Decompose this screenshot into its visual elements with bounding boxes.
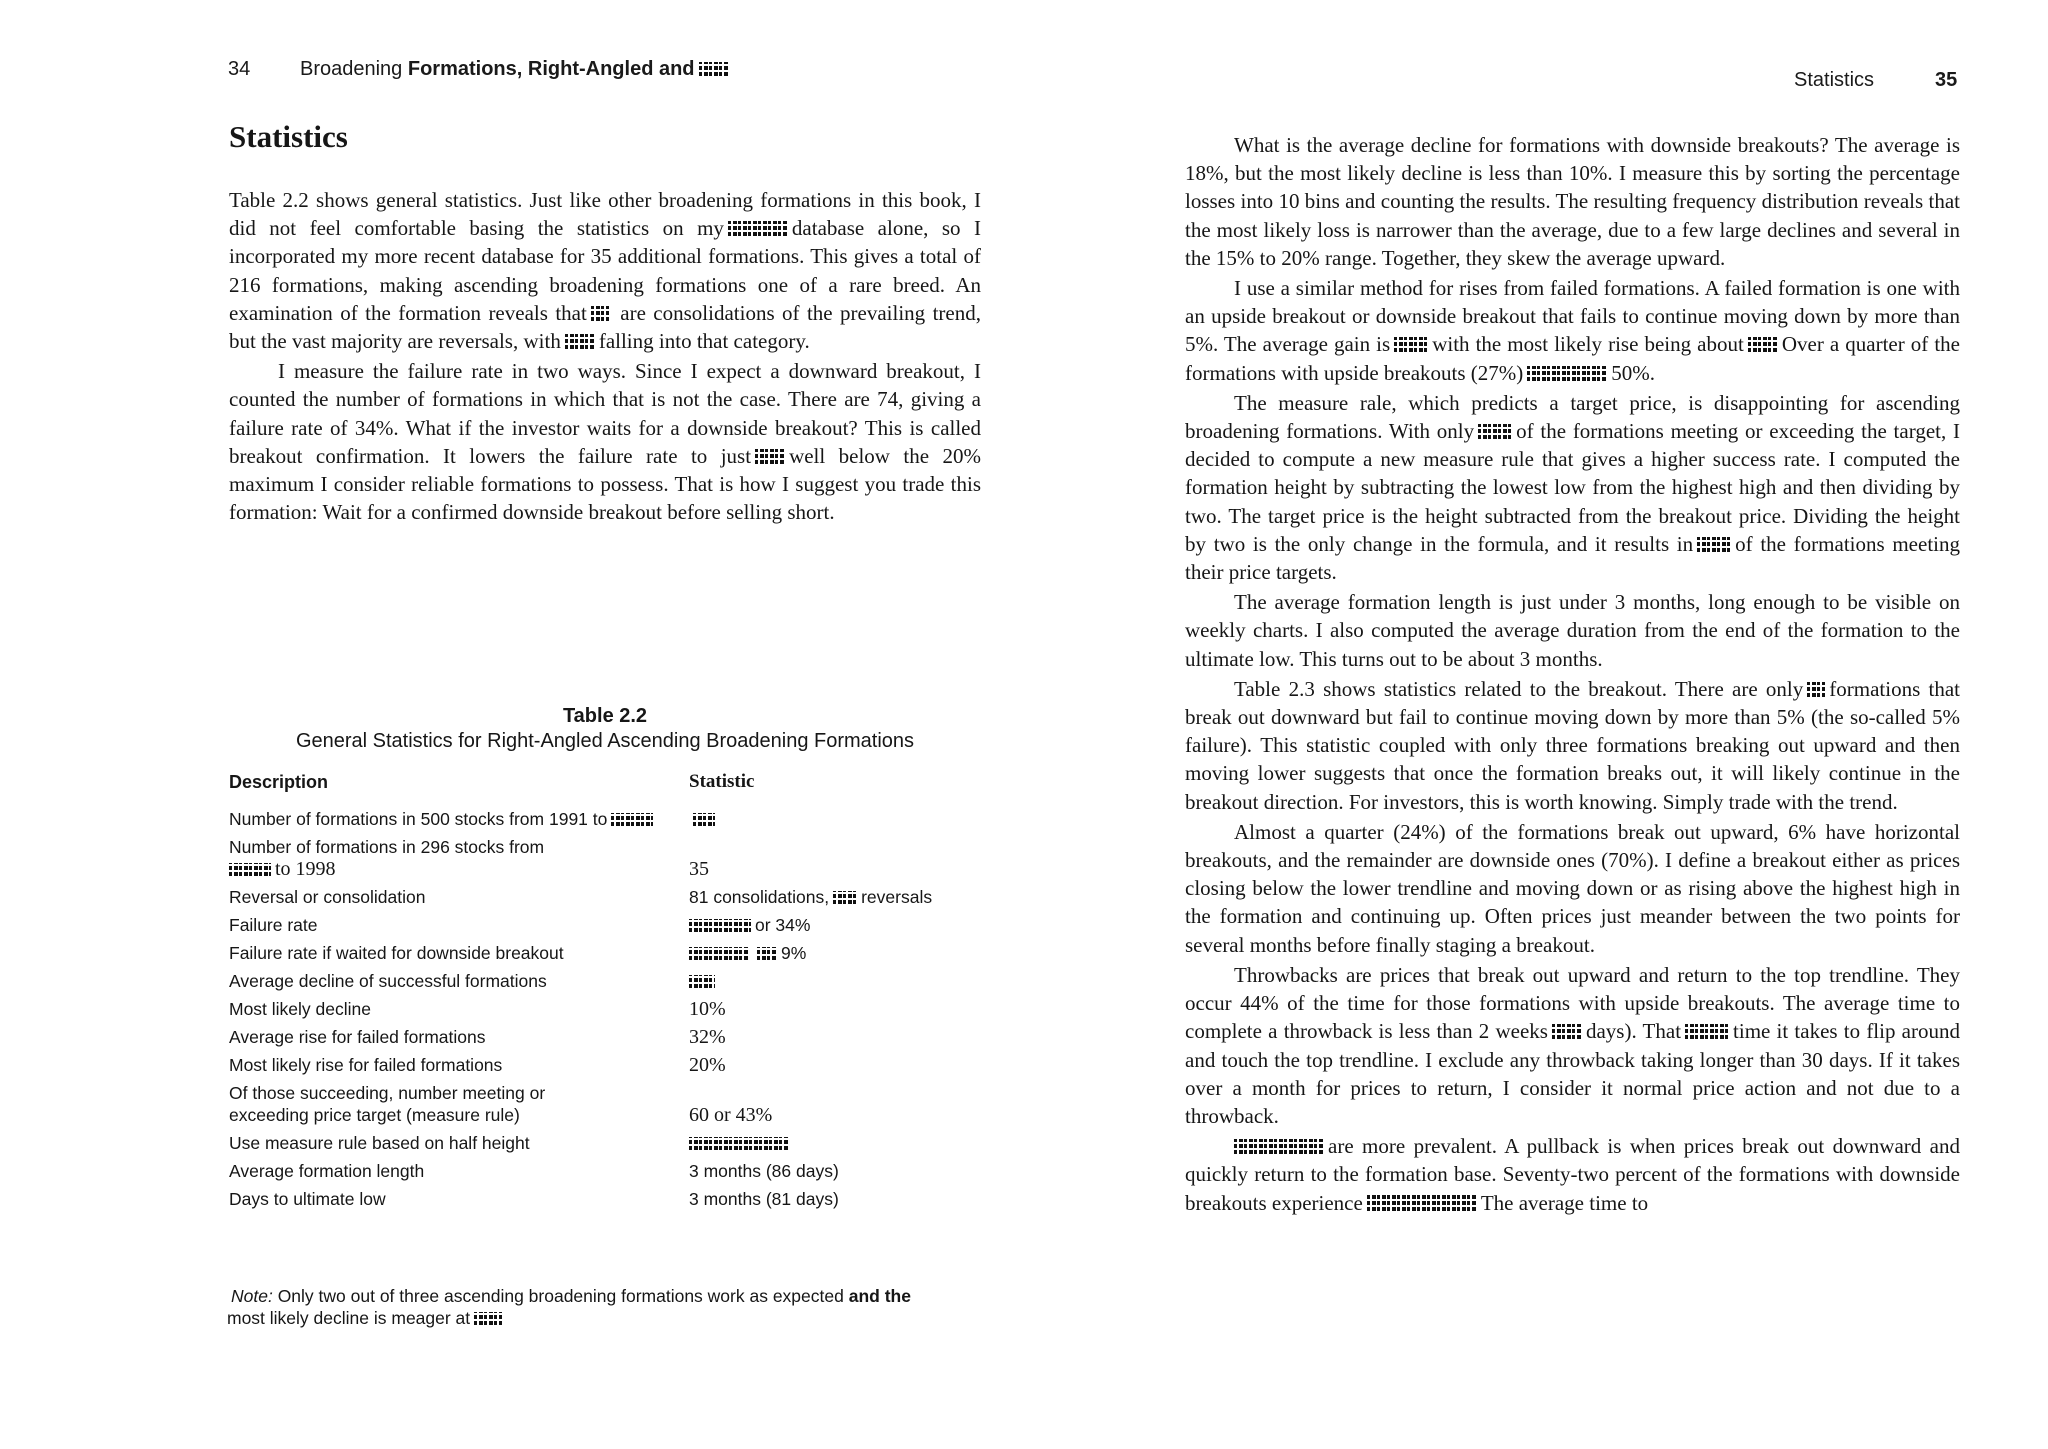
statistics-table (229, 771, 989, 1213)
table-row (229, 1157, 989, 1185)
table-cell: or 34% (689, 911, 989, 939)
table-cell: Number of formations in 296 stocks from to 1998 (229, 837, 545, 880)
table-cell: Most likely decline (229, 999, 371, 1019)
table-cell: Most likely rise for failed formations (229, 1055, 503, 1075)
table-cell: Reversal or consolidation (229, 887, 426, 907)
table-note: Note: Only two out of three ascending broadening formations work as expected and the most likely decline is meager at (227, 1286, 911, 1328)
running-title-bold: Formations, Right-Angled and (407, 58, 695, 80)
table-cell: 10% (689, 998, 726, 1020)
column-header-statistic: Statistic (689, 771, 755, 792)
table-row (229, 1051, 989, 1079)
garbled-glyph (689, 1137, 789, 1150)
garbled-glyph (693, 813, 715, 826)
table-cell: Of those succeeding, number meeting or exceeding price target (measure rule) (229, 1083, 546, 1125)
page-number: 34 (228, 58, 251, 80)
garbled-glyph (1748, 337, 1778, 352)
paragraph: I measure the failure rate in two ways. Since I expect a downward breakout, I counted the number of formations in which that is not the case. There are 74, giving a failure rate of 34%. What if the investor waits for a downside breakout? This is called breakout confirmation. It lowers the failure rate to just well below the 20% maximum I consider reliable formations to possess. That is how I suggest you trade this formation: Wait for a confirmed downside breakout before selling short. (229, 359, 981, 525)
table-cell: Average decline of successful formations (229, 971, 547, 991)
garbled-glyph (591, 306, 609, 321)
garbled-glyph (1685, 1024, 1729, 1039)
table-number: Table 2.2 (562, 705, 648, 727)
table-cell: 20% (689, 1054, 726, 1076)
table-row (229, 1079, 989, 1129)
garbled-glyph (728, 221, 788, 236)
garbled-glyph (565, 334, 595, 349)
section-heading: Statistics (229, 119, 348, 154)
column-header-description: Description (229, 771, 329, 792)
garbled-glyph (757, 947, 777, 960)
table-row (229, 1185, 989, 1213)
garbled-glyph (1697, 537, 1731, 552)
table-cell: Number of formations in 500 stocks from 1991 to (229, 805, 689, 833)
table-cell: Failure rate (229, 915, 318, 935)
garbled-glyph (755, 449, 785, 464)
garbled-glyph (1394, 337, 1428, 352)
garbled-glyph (1478, 424, 1512, 439)
garbled-glyph (474, 1312, 502, 1325)
right-body-text (1185, 131, 1960, 1219)
table-cell (689, 967, 989, 995)
table-title: General Statistics for Right-Angled Ascending Broadening Formations (295, 730, 915, 752)
paragraph: Throwbacks are prices that break out upward and return to the top trendline. They occur 44% of the time for those formations with upside breakouts. The average time to complete a throwback is less than 2 weeks days). That time it takes to flip around and touch the top trendline. I exclude any throwback taking longer than 30 days. If it takes over a month for prices to return, I consider it normal price action and not due to a throwback. (1185, 962, 1960, 1128)
left-body-text (229, 186, 981, 528)
table-cell: Use measure rule based on half height (229, 1133, 530, 1153)
table-cell: 60 or 43% (689, 1104, 773, 1126)
paragraph: Almost a quarter (24%) of the formations break out upward, 6% have horizontal breakouts, and the remainder are downside ones (70%). I define a breakout either as prices closing below the lower trendline and moving down or as rising above the highest high in the formation and continuing up. Often prices just meander between the two points for several months before finally staging a breakout. (1185, 819, 1960, 957)
paragraph: The average formation length is just under 3 months, long enough to be visible on weekly charts. I also computed the average duration from the end of the formation to the ultimate low. This turns out to be about 3 months. (1185, 590, 1960, 671)
table-header-row (229, 771, 989, 805)
paragraph: Table 2.2 shows general statistics. Just like other broadening formations in this book, I did not feel comfortable basing the statistics on my database alone, so I incorporated my more recent database for 35 additional formations. This gives a total of 216 formations, making ascending broadening formations one of a rare breed. An examination of the formation reveals that are consolidations of the prevailing trend, but the vast majority are reversals, with falling into that category. (229, 188, 981, 354)
table-cell: Failure rate if waited for downside breakout (229, 943, 564, 963)
page-number: 35 (1935, 69, 1958, 91)
table-row (229, 911, 989, 939)
table-cell: Average formation length (229, 1161, 425, 1181)
running-title-plain: Broadening (300, 58, 408, 80)
table-row (229, 995, 989, 1023)
running-title: Statistics (1794, 69, 1875, 91)
table-row (229, 939, 989, 967)
garbled-glyph (611, 813, 653, 826)
table-row (229, 883, 989, 911)
table-cell: 81 consolidations, reversals (689, 887, 933, 907)
paragraph: I use a similar method for rises from failed formations. A failed formation is one with an upside breakout or downside breakout that fails to continue moving down by more than 5%. The average gain is with the most likely rise being about Over a quarter of the formations with upside breakouts (27%) 50%. (1185, 276, 1960, 385)
garbled-glyph (1234, 1139, 1324, 1154)
garbled-glyph (689, 947, 749, 960)
garbled-glyph (699, 62, 729, 76)
table-cell: 9% (689, 939, 989, 967)
table-cell: Average rise for failed formations (229, 1027, 486, 1047)
table-cell: 3 months (81 days) (689, 1189, 839, 1209)
table-cell: 32% (689, 1026, 726, 1048)
garbled-glyph (689, 975, 715, 988)
table-cell: 3 months (86 days) (689, 1161, 839, 1181)
paragraph: are more prevalent. A pullback is when prices break out downward and quickly return to the formation base. Seventy-two percent of the formations with downside breakouts experience The average time to (1185, 1134, 1960, 1215)
garbled-glyph (229, 863, 271, 876)
paragraph: The measure rale, which predicts a target price, is disappointing for ascending broadening formations. With only of the formations meeting or exceeding the target, I decided to compute a new measure rule that gives a higher success rate. I computed the formation height by subtracting the lowest low from the highest high and then dividing by two. The target price is the height subtracted from the breakout price. Dividing the height by two is the only change in the formula, and it results in of the formations meeting their price targets. (1185, 390, 1960, 585)
note-label: Note: (231, 1286, 273, 1306)
paragraph: Table 2.3 shows statistics related to the breakout. There are only formations that break out downward but fail to continue moving down by more than 5% (the so-called 5% failure). This statistic coupled with only three formations breaking out upward and then moving lower suggests that once the formation breaks out, it will likely continue in the breakout direction. For investors, this is worth knowing. Simply trade with the trend. (1185, 676, 1960, 814)
garbled-glyph (1367, 1195, 1477, 1210)
table-row (229, 1023, 989, 1051)
garbled-glyph (1552, 1024, 1582, 1039)
garbled-glyph (833, 891, 857, 904)
table-cell: Days to ultimate low (229, 1189, 386, 1209)
table-row (229, 967, 989, 995)
garbled-glyph (1807, 682, 1825, 697)
table-row (229, 1129, 989, 1157)
table-cell (689, 1129, 989, 1157)
paragraph: What is the average decline for formations with downside breakouts? The average is 18%, but the most likely decline is less than 10%. I measure this by sorting the percentage losses into 10 bins and counting the results. The resulting frequency distribution reveals that the most likely loss is narrower than the average, due to a few large declines and several in the 15% to 20% range. Together, they skew the average upward. (1185, 133, 1960, 270)
right-page (1024, 0, 2048, 1449)
garbled-glyph (1527, 366, 1607, 381)
table-cell (689, 805, 989, 833)
table-row (229, 833, 989, 883)
table-cell: 35 (689, 858, 709, 880)
garbled-glyph (689, 919, 751, 932)
running-title (300, 58, 733, 81)
table-row (229, 805, 989, 833)
